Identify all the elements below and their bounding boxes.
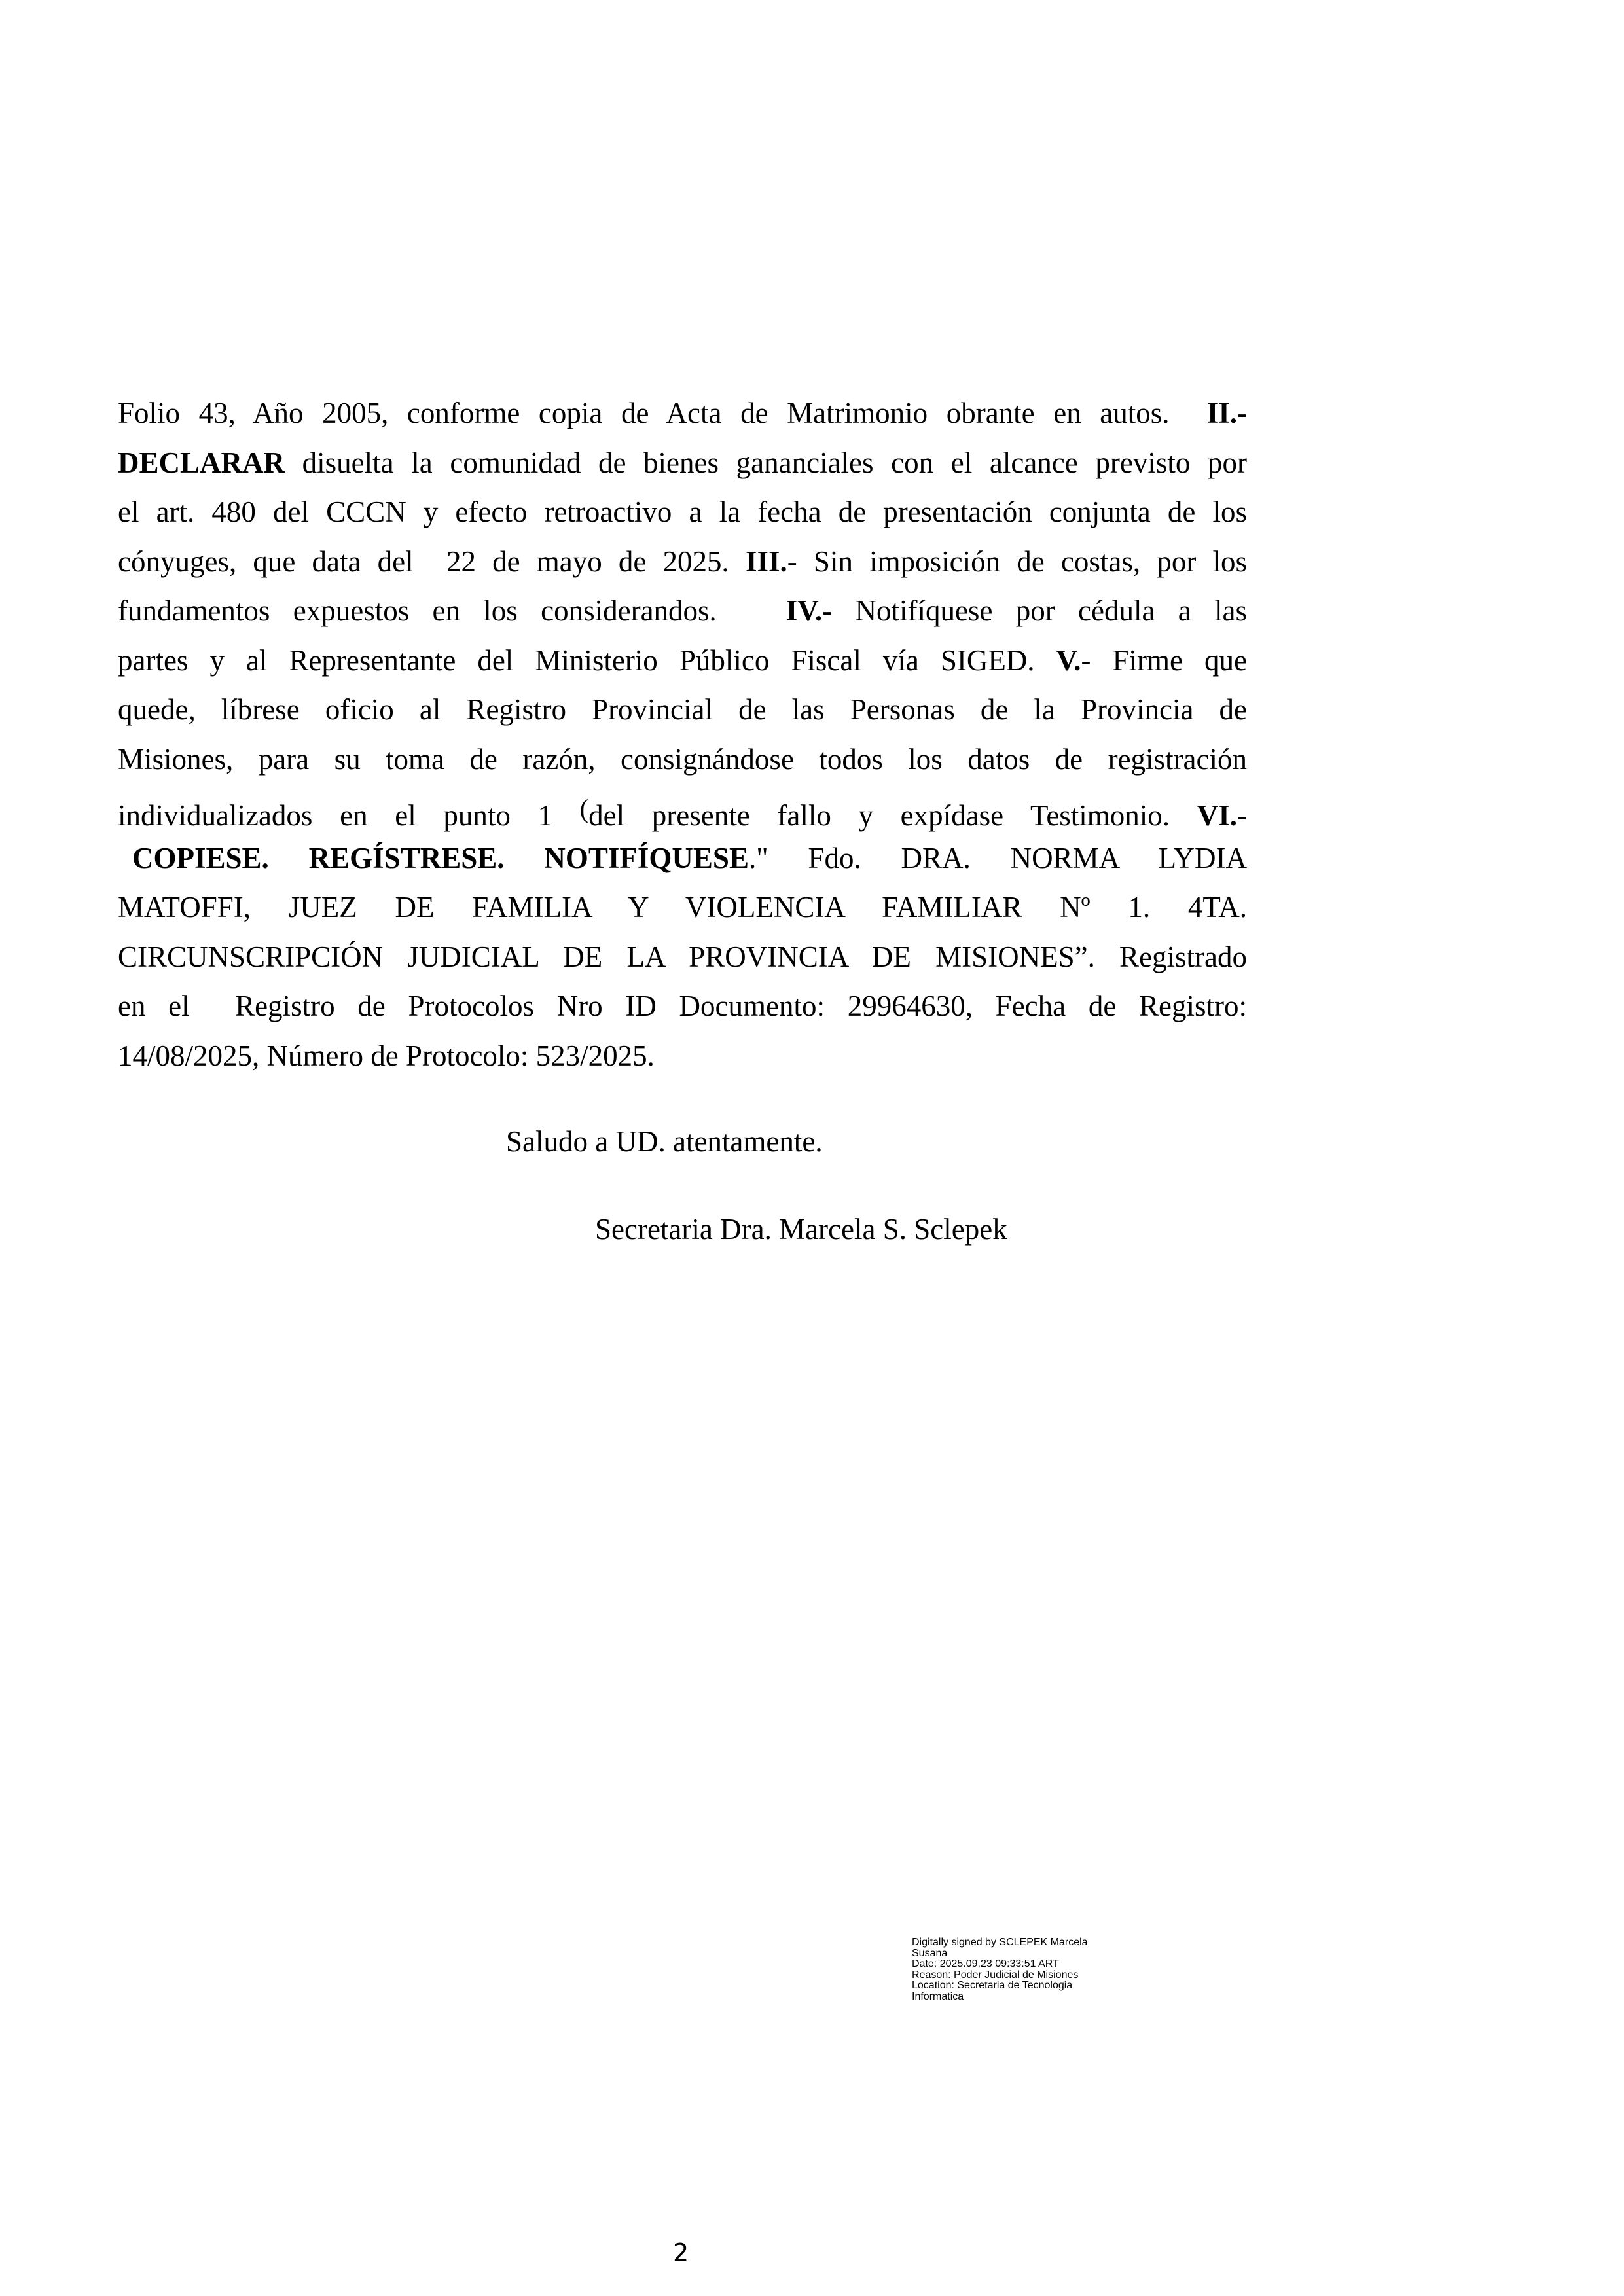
text-line <box>118 784 1247 834</box>
signature-line: Informatica <box>912 1990 964 2002</box>
text-line: CIRCUNSCRIPCIÓN JUDICIAL DE LA PROVINCIA DE MISIONES”. Registrado <box>118 940 1247 973</box>
text-line: MATOFFI, JUEZ DE FAMILIA Y VIOLENCIA FAMILIAR Nº 1. 4TA. <box>118 891 1247 924</box>
text: ." Fdo. DRA. NORMA LYDIA <box>748 841 1248 874</box>
signer-name: Secretaria Dra. Marcela S. Sclepek <box>595 1213 1007 1246</box>
text-line: en el Registro de Protocolos Nro ID Documento: 29964630, Fecha de Registro: <box>118 990 1247 1022</box>
section-marker: II.- <box>1206 397 1247 429</box>
text-line <box>118 834 1247 884</box>
text-line <box>118 439 1247 488</box>
text: disuelta la comunidad de bienes gananciales con el alcance previsto por <box>285 446 1247 479</box>
text: cónyuges, que data del 22 de mayo de 2025. <box>118 545 746 578</box>
text: Sin imposición de costas, por los <box>797 545 1247 578</box>
bold-keyword: DECLARAR <box>118 446 285 479</box>
signature-line: Susana <box>912 1947 948 1959</box>
signature-line: Date: 2025.09.23 09:33:51 ART <box>912 1958 1059 1969</box>
text-line <box>118 586 1247 636</box>
text-line: 14/08/2025, Número de Protocolo: 523/2025. <box>118 1039 655 1072</box>
signature-line: Location: Secretaria de Tecnologia <box>912 1980 1073 1991</box>
page-number: 2 <box>673 2238 689 2267</box>
text-line <box>118 636 1247 686</box>
text: individualizados en el punto 1 <box>118 799 580 832</box>
text: del presente fallo y expídase Testimonio. <box>588 799 1197 832</box>
text: partes y al Representante del Ministerio Público Fiscal vía SIGED. <box>118 643 1056 677</box>
section-marker: V.- <box>1056 643 1091 677</box>
text-line <box>118 537 1247 587</box>
digital-signature-block <box>912 1937 1088 2002</box>
section-marker: VI.- <box>1197 799 1247 832</box>
closing-greeting: Saludo a UD. atentamente. <box>506 1125 823 1158</box>
text-line: el art. 480 del CCCN y efecto retroactivo a la fecha de presentación conjunta de los <box>118 495 1247 528</box>
text: Firme que <box>1091 643 1247 677</box>
signature-line: Digitally signed by SCLEPEK Marcela <box>912 1937 1088 1948</box>
signature-line: Reason: Poder Judicial de Misiones <box>912 1969 1079 1981</box>
text-line: quede, líbrese oficio al Registro Provincial de las Personas de la Provincia de <box>118 693 1247 726</box>
text: fundamentos expuestos en los considerandos. <box>118 594 786 627</box>
text: Folio 43, Año 2005, conforme copia de Acta de Matrimonio obrante en autos. <box>118 397 1207 429</box>
section-marker: IV.- <box>785 594 833 627</box>
text-line <box>118 389 1247 439</box>
text: Notifíquese por cédula a las <box>832 594 1247 627</box>
bold-keyword: COPIESE. REGÍSTRESE. NOTIFÍQUESE <box>132 841 749 874</box>
footnote-mark: ( <box>579 794 589 823</box>
text-line: Misiones, para su toma de razón, consignándose todos los datos de registración <box>118 742 1247 776</box>
section-marker: III.- <box>745 545 797 578</box>
resolution-text <box>118 389 1247 1081</box>
